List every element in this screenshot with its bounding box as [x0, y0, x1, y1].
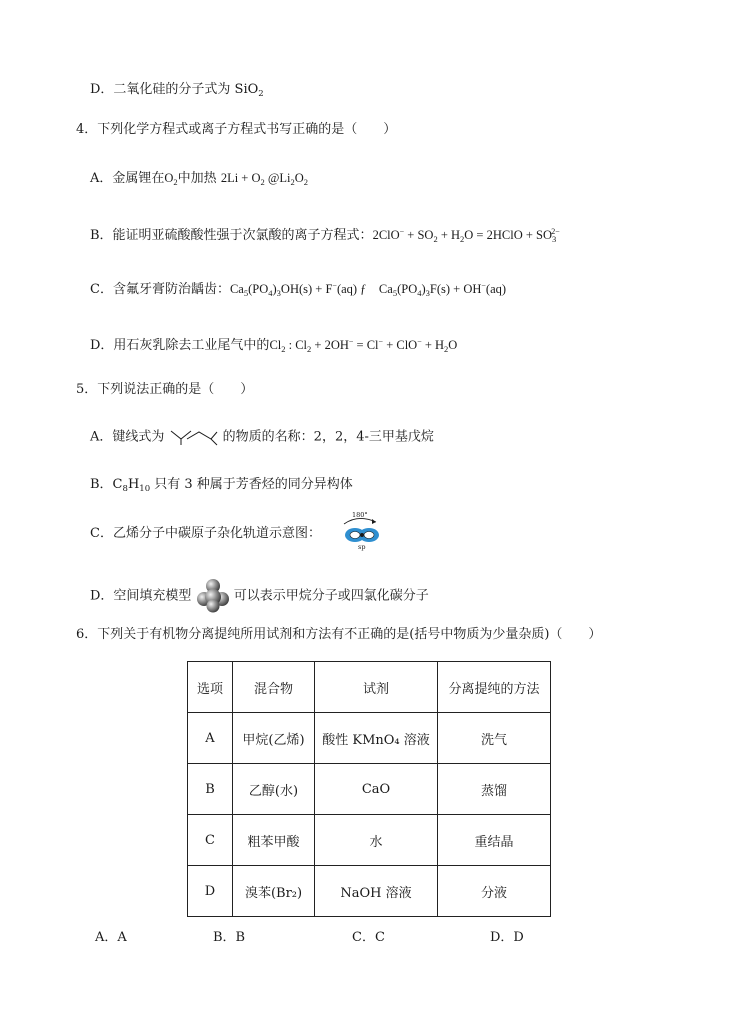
- table-row: [188, 866, 551, 917]
- table-cell: 粗苯甲酸: [233, 815, 315, 866]
- q4-option-a: A．金属锂在$O_2$中加热 $2Li + O_2$ $@Li_2O_2$: [90, 171, 309, 187]
- table-header-cell: 试剂: [315, 662, 438, 713]
- q5-option-c: C．乙烯分子中碳原子杂化轨道示意图：: [90, 526, 321, 541]
- separation-table: [187, 661, 551, 917]
- table-cell: 溴苯(Br₂): [233, 866, 315, 917]
- table-cell: 酸性 KMnO₄ 溶液: [315, 713, 438, 764]
- table-cell: 分液: [438, 866, 551, 917]
- table-cell: CaO: [315, 764, 438, 815]
- orbital-angle-label: 180°: [352, 511, 368, 519]
- table-cell: 乙醇(水): [233, 764, 315, 815]
- table-cell: 蒸馏: [438, 764, 551, 815]
- table-cell: D: [188, 866, 233, 917]
- q5-option-d: D．空间填充模型 可以表示甲烷分子或四氯化碳分子: [90, 579, 429, 613]
- table-header-row: [188, 662, 551, 713]
- table-cell: 水: [315, 815, 438, 866]
- table-header-cell: 分离提纯的方法: [438, 662, 551, 713]
- choice-c: C．C: [352, 930, 385, 945]
- table-cell: NaOH 溶液: [315, 866, 438, 917]
- table-cell: 洗气: [438, 713, 551, 764]
- table-cell: 重结晶: [438, 815, 551, 866]
- orbital-sp-label: sp: [358, 543, 366, 551]
- table-row: [188, 713, 551, 764]
- q6-stem: 6．下列关于有机物分离提纯所用试剂和方法有不正确的是(括号中物质为少量杂质)（ ）: [76, 627, 602, 642]
- bond-line-structure-icon: [169, 428, 219, 446]
- table-cell: B: [188, 764, 233, 815]
- choice-b: B．B: [213, 930, 246, 945]
- table-cell: 甲烷(乙烯): [233, 713, 315, 764]
- q4-option-c: C．含氟牙膏防治龋齿：$Ca_5(PO_4)_3OH(s) + F^-(aq)$ ƒ $Ca_5(PO_4)_3F(s) + OH^-(aq)$: [90, 281, 507, 298]
- q3-option-d: D．二氧化硅的分子式为 SiO$_2$: [90, 82, 264, 99]
- choice-d: D．D: [490, 930, 524, 945]
- table-cell: C: [188, 815, 233, 866]
- q4-option-b: B．能证明亚硫酸酸性强于次氯酸的离子方程式：$2ClO^- + SO_2 + H_2O$ = 2HClO + $SO_3^{2-}$: [90, 227, 560, 244]
- q4-option-d: D．用石灰乳除去工业尾气中的$Cl_2$ : $Cl_2 + 2OH^- = Cl^- + ClO^- + H_2O$: [90, 337, 458, 354]
- q5-option-b: B．$C_8H_{10}$ 只有 3 种属于芳香烃的同分异构体: [90, 477, 353, 494]
- q5-option-a: A．键线式为 的物质的名称：2，2，4-三甲基戊烷: [90, 429, 434, 445]
- q4-stem: 4．下列化学方程式或离子方程式书写正确的是（ ）: [76, 122, 397, 137]
- table-row: [188, 815, 551, 866]
- table-header-cell: 混合物: [233, 662, 315, 713]
- table-header-cell: 选项: [188, 662, 233, 713]
- q5-stem: 5．下列说法正确的是（ ）: [76, 382, 254, 397]
- choice-a: A．A: [95, 930, 127, 945]
- table-cell: A: [188, 713, 233, 764]
- sp-orbital-figure: [338, 512, 388, 554]
- space-filling-model-icon: [196, 579, 230, 613]
- table-row: [188, 764, 551, 815]
